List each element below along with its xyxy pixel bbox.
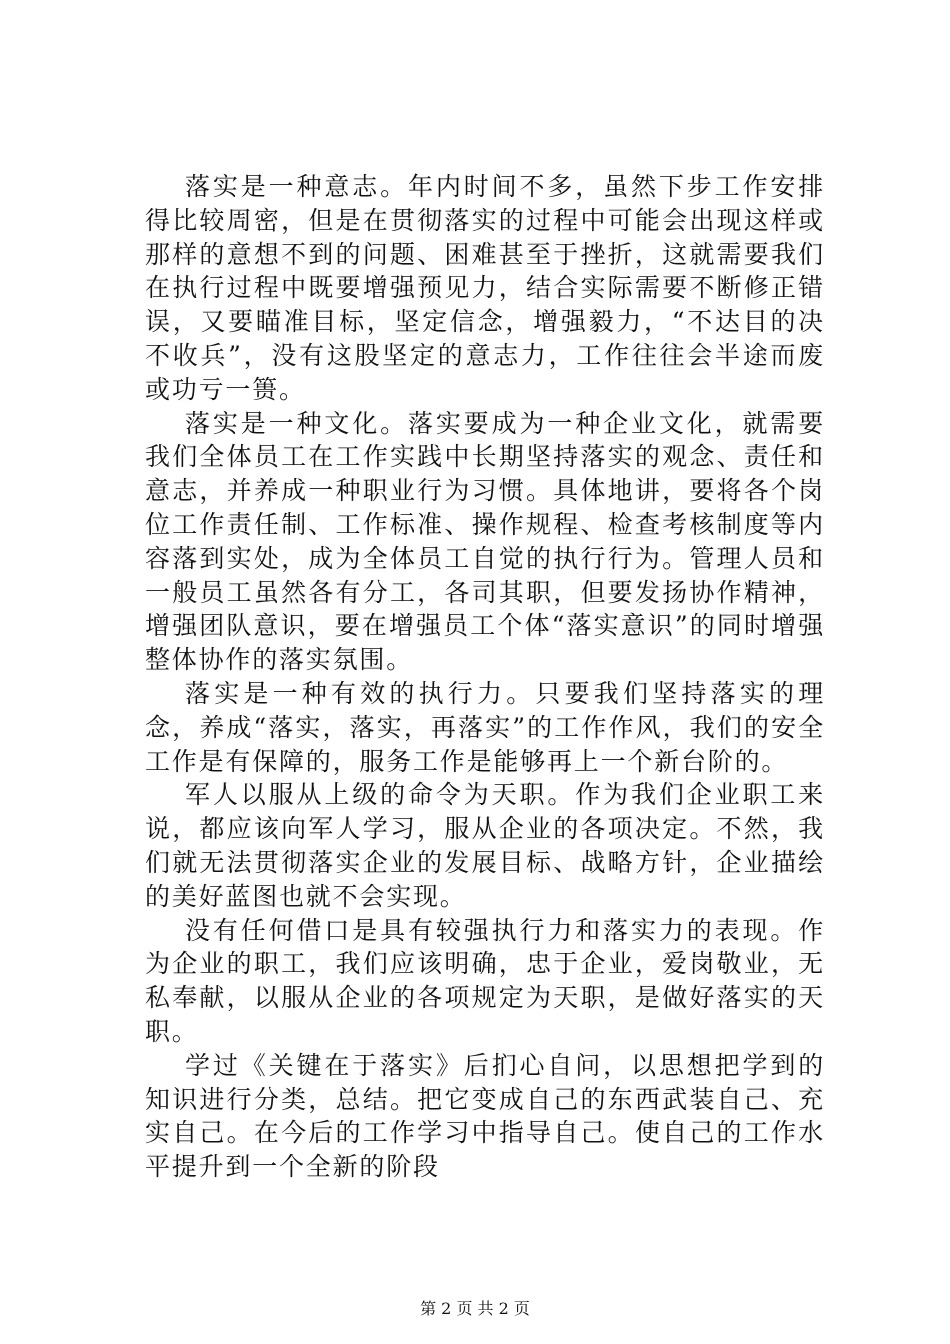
document-body xyxy=(145,170,825,1184)
paragraph: 落实是一种文化。落实要成为一种企业文化，就需要我们全体员工在工作实践中长期坚持落实的观念、责任和意志，并养成一种职业行为习惯。具体地讲，要将各个岗位工作责任制、工作标准、操作规程、检查考核制度等内容落到实处，成为全体员工自觉的执行行为。管理人员和一般员工虽然各有分工，各司其职，但要发扬协作精神，增强团队意识，要在增强员工个体“落实意识”的同时增强整体协作的落实氛围。 xyxy=(145,408,825,675)
paragraph: 没有任何借口是具有较强执行力和落实力的表现。作为企业的职工，我们应该明确，忠于企业，爱岗敬业，无私奉献，以服从企业的各项规定为天职，是做好落实的天职。 xyxy=(145,915,825,1046)
paragraph: 落实是一种有效的执行力。只要我们坚持落实的理念，养成“落实，落实，再落实”的工作作风，我们的安全工作是有保障的，服务工作是能够再上一个新台阶的。 xyxy=(145,678,825,776)
paragraph: 落实是一种意志。年内时间不多，虽然下步工作安排得比较周密，但是在贯彻落实的过程中可能会出现这样或那样的意想不到的问题、困难甚至于挫折，这就需要我们在执行过程中既要增强预见力，结合实际需要不断修正错误，又要瞄准目标，坚定信念，增强毅力，“不达目的决不收兵”，没有这股坚定的意志力，工作往往会半途而废或功亏一篑。 xyxy=(145,172,825,404)
paragraph: 学过《关键在于落实》后扪心自问，以思想把学到的知识进行分类，总结。把它变成自己的东西武装自己、充实自己。在今后的工作学习中指导自己。使自己的工作水平提升到一个全新的阶段 xyxy=(145,1050,825,1182)
paragraph: 军人以服从上级的命令为天职。作为我们企业职工来说，都应该向军人学习，服从企业的各项决定。不然，我们就无法贯彻落实企业的发展目标、战略方针，企业描绘的美好蓝图也就不会实现。 xyxy=(145,780,825,911)
page-footer: 第 2 页 共 2 页 xyxy=(420,1299,530,1318)
